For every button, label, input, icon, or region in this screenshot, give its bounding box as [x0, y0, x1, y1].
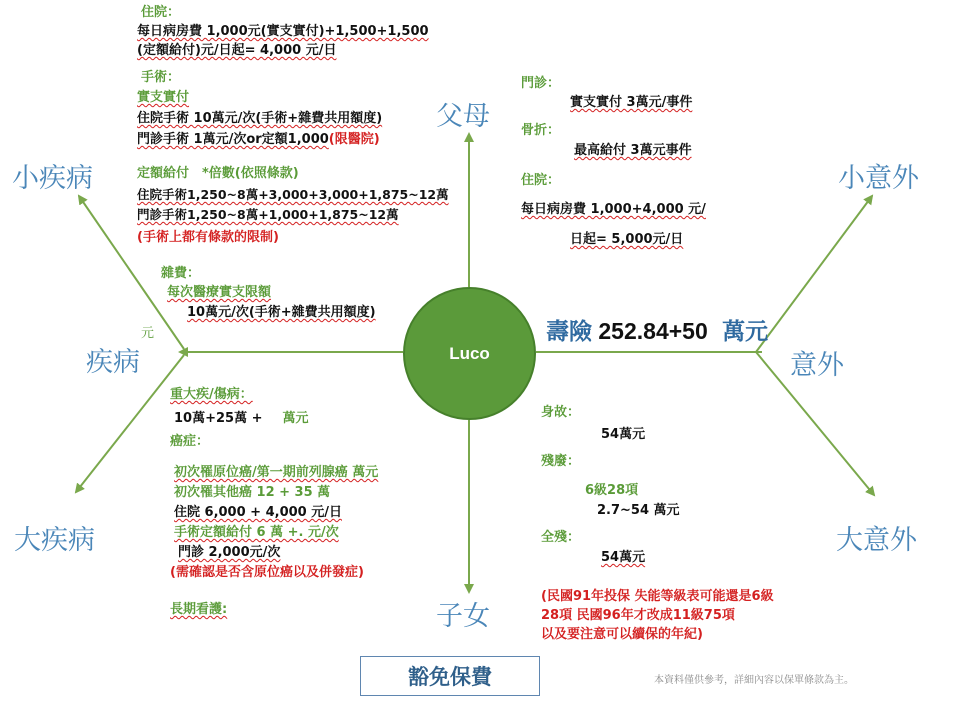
- mj-c6: (需確認是否含原位癌以及併發症): [170, 565, 364, 580]
- ma-max: 最高給付 3萬元事件: [574, 143, 692, 158]
- mx-note1: (民國91年投保 失能等級表可能還是6級: [541, 589, 774, 604]
- mi-inpatient-surgery: 住院手術 10萬元/次(手術+雜費共用額度): [137, 111, 383, 126]
- mj-amount-b: 萬元: [282, 411, 309, 426]
- disclaimer-note: 本資料僅供參考，詳細內容以保單條款為主。: [654, 675, 854, 686]
- mi-hospital-l2: (定額給付)元/日起= 4,000 元/日: [137, 43, 337, 58]
- mi-fixed-outpatient: 門診手術1,250~8萬+1,000+1,875~12萬: [137, 207, 399, 222]
- mj-ltc: 長期看護:: [170, 602, 228, 617]
- node-illness: 疾病: [86, 347, 140, 378]
- stray-yuan: 元: [141, 326, 155, 341]
- mi-hospital-title: 住院：: [141, 5, 181, 20]
- mx-levels: 6級28項: [585, 483, 639, 498]
- mx-note3: 以及要注意可以續保的年紀): [541, 627, 703, 642]
- mi-outpatient-surgery-a: 門診手術 1萬元/次or定額1,000: [137, 132, 329, 147]
- ma-fracture-title: 骨折：: [521, 123, 561, 138]
- mj-amount-a: 10萬+25萬 +: [174, 411, 263, 426]
- ma-daily: 每日病房費 1,000+4,000 元/: [521, 202, 706, 217]
- mi-fixed-inpatient: 住院手術1,250~8萬+3,000+3,000+1,875~12萬: [137, 187, 449, 202]
- mj-cancer-title: 癌症：: [170, 434, 210, 449]
- mj-c4: 手術定額給付 6 萬 +. 元/次: [174, 525, 339, 540]
- misc-line2: 10萬元/次(手術+雜費共用額度): [187, 305, 376, 320]
- premium-waiver-label: 豁免保費: [408, 665, 492, 689]
- mx-range: 2.7~54 萬元: [597, 503, 680, 518]
- ma-outpatient-title: 門診：: [521, 76, 561, 91]
- mj-c1: 初次罹原位癌/第一期前列腺癌 萬元: [174, 465, 379, 480]
- mi-outpatient-surgery-b: (限醫院): [328, 132, 380, 147]
- misc-title: 雜費：: [161, 266, 201, 281]
- ma-reimburse: 實支實付 3萬元/事件: [570, 95, 693, 110]
- mx-note2: 28項 民國96年才改成11級75項: [541, 608, 735, 623]
- mx-death-amount: 54萬元: [601, 427, 646, 442]
- node-major-illness: 大疾病: [14, 525, 95, 556]
- ma-hospital-title: 住院：: [521, 173, 561, 188]
- mi-fixed-title: 定額給付 *倍數(依照條款): [137, 166, 299, 181]
- mj-amount: [174, 407, 309, 428]
- node-minor-illness: 小疾病: [12, 163, 93, 194]
- premium-waiver-box: [360, 656, 540, 696]
- ma-daily-total: 日起= 5,000元/日: [570, 232, 684, 247]
- center-hub: [403, 287, 536, 420]
- node-major-accident: 大意外: [836, 525, 917, 556]
- node-parents: 父母: [436, 101, 490, 132]
- mx-disability-title: 殘廢：: [541, 454, 581, 469]
- mx-total-amount: 54萬元: [601, 550, 646, 565]
- life-insurance-label: 壽險: [546, 318, 592, 344]
- mx-death-title: 身故：: [541, 405, 581, 420]
- misc-line1: 每次醫療實支限額: [167, 285, 272, 300]
- node-children: 子女: [436, 601, 490, 632]
- mj-c5: 門診 2,000元/次: [178, 545, 281, 560]
- mj-c2: 初次罹其他癌 12 + 35 萬: [174, 485, 331, 500]
- mi-surgery-title: 手術：: [141, 70, 181, 85]
- life-insurance-amount: 252.84+50: [598, 318, 708, 344]
- mi-reimburse: 實支實付: [137, 90, 190, 105]
- life-insurance-row: [546, 313, 768, 346]
- node-minor-accident: 小意外: [838, 163, 919, 194]
- mi-outpatient-surgery: [137, 128, 380, 149]
- life-insurance-unit: 萬元: [722, 318, 769, 344]
- mi-fixed-note: (手術上都有條款的限制): [137, 230, 279, 245]
- center-label: Luco: [449, 343, 490, 363]
- mx-total-title: 全殘：: [541, 530, 581, 545]
- mi-hospital-l1: 每日病房費 1,000元(實支實付)+1,500+1,500: [137, 24, 429, 39]
- mj-title: 重大疾/傷病：: [170, 387, 253, 402]
- node-accident: 意外: [790, 350, 844, 381]
- mj-c3: 住院 6,000 + 4,000 元/日: [174, 505, 342, 520]
- branch-minor-accident: [756, 196, 872, 352]
